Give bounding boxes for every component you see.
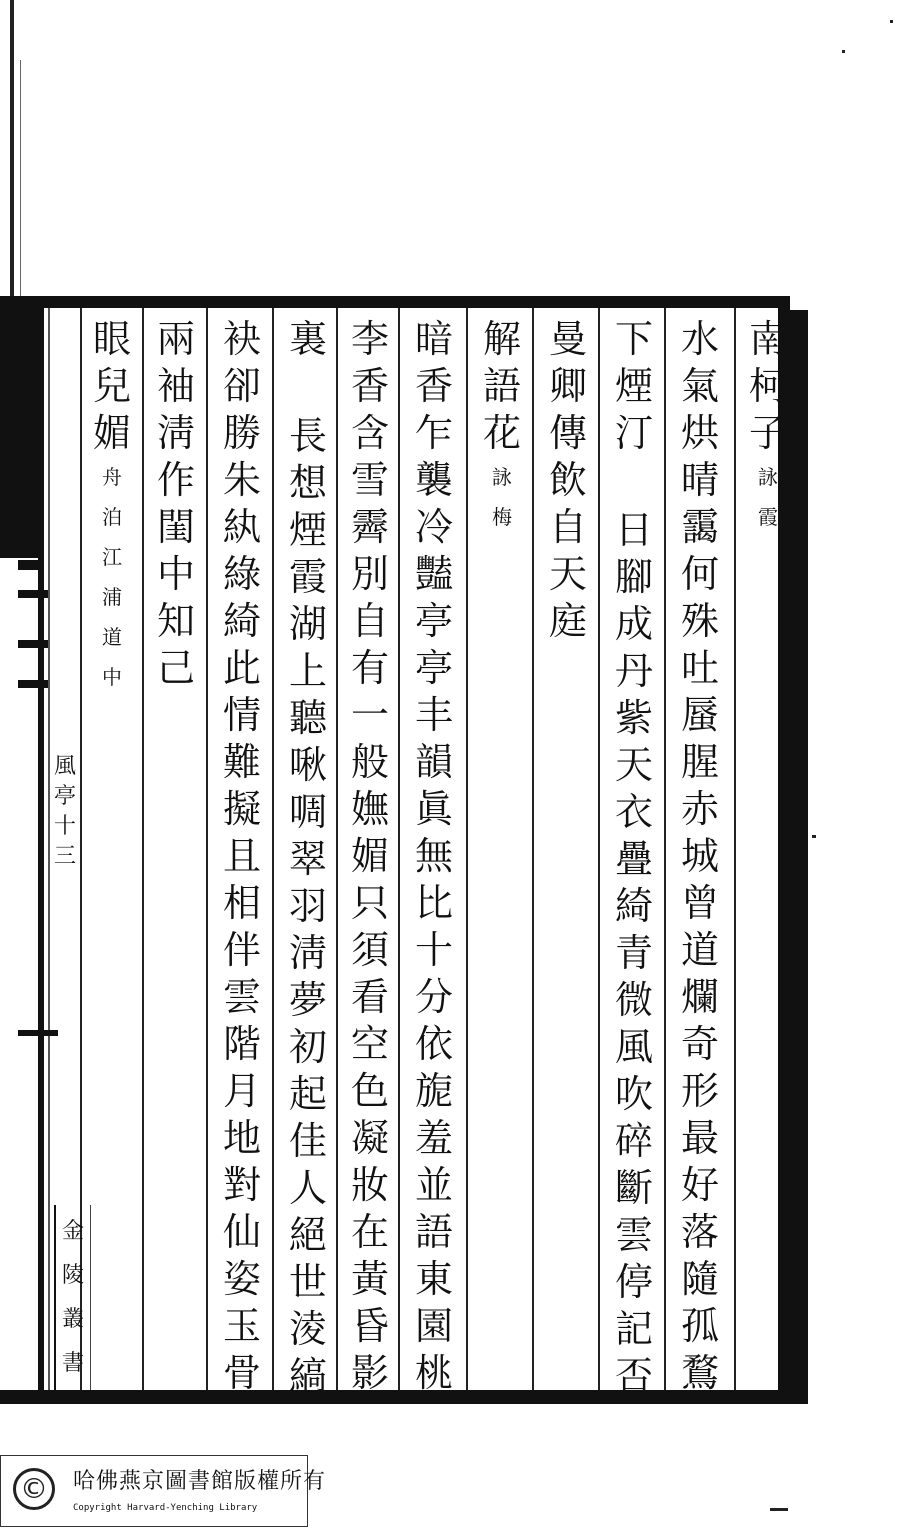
text-char: 豔 <box>414 552 453 596</box>
text-column-tune-title <box>84 316 140 697</box>
margin-char: 三 <box>53 844 76 869</box>
text-char: 裏 <box>288 317 327 361</box>
text-char: 起 <box>288 1072 327 1116</box>
text-char: 玉 <box>222 1304 261 1348</box>
text-char: 自 <box>548 505 587 549</box>
text-column <box>540 316 596 645</box>
frame-left-block <box>0 308 40 558</box>
text-char: 情 <box>222 693 261 737</box>
text-char: 般 <box>350 740 389 784</box>
text-char: 絕 <box>288 1213 327 1257</box>
text-char: 作 <box>156 458 195 502</box>
text-char: 腥 <box>680 740 719 784</box>
annotation-char: 江 <box>102 545 122 569</box>
text-char: 吐 <box>680 646 719 690</box>
text-char: 黃 <box>350 1257 389 1301</box>
text-char: 綺 <box>614 884 653 928</box>
column-rule <box>206 308 208 1390</box>
text-char: 氣 <box>680 364 719 408</box>
text-char: 天 <box>548 552 587 596</box>
text-char: 只 <box>350 881 389 925</box>
text-char: 仙 <box>222 1210 261 1254</box>
text-char: 有 <box>350 646 389 690</box>
text-char: 東 <box>414 1257 453 1301</box>
copyright-english: Copyright Harvard-Yenching Library <box>73 1503 258 1513</box>
text-column <box>342 316 398 1397</box>
fishtail-ornament <box>18 1030 58 1036</box>
text-char: 聽 <box>288 696 327 740</box>
text-column <box>214 316 270 1397</box>
text-char: 己 <box>156 646 195 690</box>
text-char: 語 <box>414 1210 453 1254</box>
text-column <box>406 316 462 1397</box>
text-char: 羞 <box>414 1116 453 1160</box>
text-char: 初 <box>288 1025 327 1069</box>
text-char: 衣 <box>614 790 653 834</box>
publisher-char: 書 <box>61 1351 84 1376</box>
text-char: 卿 <box>548 364 587 408</box>
column-rule <box>532 308 534 1390</box>
copyright-icon: © <box>13 1468 55 1510</box>
text-char: 長 <box>288 414 327 458</box>
text-char: 桃 <box>414 1351 453 1395</box>
text-char: 別 <box>350 552 389 596</box>
text-char: 紫 <box>614 696 653 740</box>
text-char: 雲 <box>614 1213 653 1257</box>
text-char: 比 <box>414 881 453 925</box>
text-char: 煙 <box>614 364 653 408</box>
text-char: 姿 <box>222 1257 261 1301</box>
text-char: 眞 <box>414 787 453 831</box>
page-edge-line <box>20 60 21 300</box>
text-char: 空 <box>350 1022 389 1066</box>
text-char: 烘 <box>680 411 719 455</box>
text-char: 難 <box>222 740 261 784</box>
text-char: 停 <box>614 1260 653 1304</box>
fishtail-ornament <box>18 680 48 688</box>
text-char: 微 <box>614 978 653 1022</box>
fishtail-ornament <box>18 640 48 648</box>
text-column-tune-title <box>474 316 530 537</box>
ink-speck <box>770 1508 788 1511</box>
ink-speck <box>812 835 816 838</box>
text-char: 對 <box>222 1163 261 1207</box>
text-char: 城 <box>680 834 719 878</box>
column-rule <box>598 308 600 1390</box>
ink-speck <box>890 20 893 23</box>
text-char: 啾 <box>288 743 327 787</box>
text-char: 伴 <box>222 928 261 972</box>
text-char: 煙 <box>288 508 327 552</box>
text-char: 地 <box>222 1116 261 1160</box>
publisher-name <box>56 1210 90 1386</box>
text-column <box>280 316 336 1400</box>
column-rule <box>734 308 736 1390</box>
text-char: 亭 <box>414 599 453 643</box>
text-char: 淸 <box>156 411 195 455</box>
text-column <box>606 316 662 1400</box>
text-char: 冷 <box>414 505 453 549</box>
text-char: 落 <box>680 1210 719 1254</box>
text-char: 啁 <box>288 790 327 834</box>
text-char: 鶩 <box>680 1351 719 1395</box>
text-char: 縞 <box>288 1354 327 1398</box>
text-char: 且 <box>222 834 261 878</box>
text-char: 隨 <box>680 1257 719 1301</box>
text-char: 水 <box>680 317 719 361</box>
text-char: 好 <box>680 1163 719 1207</box>
text-char: 丹 <box>614 649 653 693</box>
publisher-char: 叢 <box>61 1307 84 1332</box>
text-char: 乍 <box>414 411 453 455</box>
text-char: 夢 <box>288 978 327 1022</box>
page-edge-line <box>10 0 14 300</box>
text-char: 飲 <box>548 458 587 502</box>
annotation-char: 詠 <box>758 465 778 489</box>
column-rule <box>142 308 144 1390</box>
text-char: 疊 <box>614 837 653 881</box>
text-char: 蜃 <box>680 693 719 737</box>
frame-top-border <box>0 296 790 308</box>
annotation-char: 霞 <box>758 505 778 529</box>
text-char: 兩 <box>156 317 195 361</box>
text-char: 暗 <box>414 317 453 361</box>
text-char: 此 <box>222 646 261 690</box>
text-char: 語 <box>482 364 521 408</box>
text-char: 分 <box>414 975 453 1019</box>
text-char: 丰 <box>414 693 453 737</box>
text-char: 曼 <box>548 317 587 361</box>
column-rule <box>466 308 468 1390</box>
text-char: 嫵 <box>350 787 389 831</box>
text-char: 殊 <box>680 599 719 643</box>
text-char: 靄 <box>680 505 719 549</box>
frame-left-border <box>38 308 44 1390</box>
text-char: 看 <box>350 975 389 1019</box>
text-char: 霽 <box>350 505 389 549</box>
text-char: 襲 <box>414 458 453 502</box>
text-char: 下 <box>614 317 653 361</box>
text-char: 風 <box>614 1025 653 1069</box>
margin-title <box>52 752 78 872</box>
text-char: 香 <box>350 364 389 408</box>
text-char: 曾 <box>680 881 719 925</box>
publisher-box-line <box>90 1205 91 1390</box>
text-char: 李 <box>350 317 389 361</box>
text-char: 中 <box>156 552 195 596</box>
text-char: 袂 <box>222 317 261 361</box>
text-char: 解 <box>482 317 521 361</box>
column-rule <box>272 308 274 1390</box>
text-char: 羽 <box>288 884 327 928</box>
publisher-char: 金 <box>61 1219 84 1244</box>
text-char: 形 <box>680 1069 719 1113</box>
text-char: 記 <box>614 1307 653 1351</box>
text-char: 無 <box>414 834 453 878</box>
text-char: 上 <box>288 649 327 693</box>
text-char: 勝 <box>222 411 261 455</box>
margin-char: 風 <box>53 754 76 779</box>
text-char: 傳 <box>548 411 587 455</box>
text-char: 道 <box>680 928 719 972</box>
text-char: 園 <box>414 1304 453 1348</box>
text-char: 成 <box>614 602 653 646</box>
text-char: 青 <box>614 931 653 975</box>
publisher-char: 陵 <box>61 1263 84 1288</box>
text-char: 媚 <box>350 834 389 878</box>
annotation-char: 舟 <box>102 465 122 489</box>
fishtail-ornament <box>18 590 48 598</box>
text-char: 香 <box>414 364 453 408</box>
text-char: 月 <box>222 1069 261 1113</box>
margin-char: 亭 <box>53 784 76 809</box>
text-column <box>148 316 204 692</box>
text-char: 卻 <box>222 364 261 408</box>
text-char: 孤 <box>680 1304 719 1348</box>
text-char: 影 <box>350 1351 389 1395</box>
text-char: 含 <box>350 411 389 455</box>
frame-left-inner-line <box>48 308 50 1390</box>
column-rule <box>398 308 400 1390</box>
text-char: 紈 <box>222 505 261 549</box>
annotation-char: 中 <box>102 665 122 689</box>
text-column <box>672 316 728 1397</box>
text-char: 霞 <box>288 555 327 599</box>
text-char: 色 <box>350 1069 389 1113</box>
text-char: 汀 <box>614 411 653 455</box>
copyright-chinese: 哈佛燕京圖書館版權所有 <box>73 1469 327 1494</box>
text-column-tune-title <box>740 316 796 537</box>
text-char: 兒 <box>92 364 131 408</box>
text-char: 韻 <box>414 740 453 784</box>
text-char: 腳 <box>614 555 653 599</box>
annotation-char: 詠 <box>492 465 512 489</box>
column-rule <box>336 308 338 1390</box>
text-char: 爛 <box>680 975 719 1019</box>
text-char: 相 <box>222 881 261 925</box>
text-char: 斷 <box>614 1166 653 1210</box>
text-char: 淸 <box>288 931 327 975</box>
text-char: 赤 <box>680 787 719 831</box>
text-char: 媚 <box>92 411 131 455</box>
text-char: 碎 <box>614 1119 653 1163</box>
annotation-char: 泊 <box>102 505 122 529</box>
text-char: 南 <box>748 317 787 361</box>
text-char: 閨 <box>156 505 195 549</box>
text-char: 自 <box>350 599 389 643</box>
copyright-stamp <box>0 1455 327 1527</box>
text-char: 何 <box>680 552 719 596</box>
margin-char: 十 <box>53 814 76 839</box>
text-char: 天 <box>614 743 653 787</box>
annotation-char: 浦 <box>102 585 122 609</box>
text-char: 淩 <box>288 1307 327 1351</box>
text-char: 世 <box>288 1260 327 1304</box>
text-char: 最 <box>680 1116 719 1160</box>
text-char: 知 <box>156 599 195 643</box>
text-char: 朱 <box>222 458 261 502</box>
text-char: 旎 <box>414 1069 453 1113</box>
text-char: 翠 <box>288 837 327 881</box>
text-char: 庭 <box>548 599 587 643</box>
text-char: 須 <box>350 928 389 972</box>
text-char: 柯 <box>748 364 787 408</box>
ink-speck <box>842 50 845 53</box>
text-char: 骨 <box>222 1351 261 1395</box>
text-char: 妝 <box>350 1163 389 1207</box>
text-char: 雲 <box>222 975 261 1019</box>
text-char: 擬 <box>222 787 261 831</box>
column-rule <box>664 308 666 1390</box>
text-char: 人 <box>288 1166 327 1210</box>
text-char: 奇 <box>680 1022 719 1066</box>
text-char: 依 <box>414 1022 453 1066</box>
text-char: 在 <box>350 1210 389 1254</box>
text-char: 湖 <box>288 602 327 646</box>
text-char: 想 <box>288 461 327 505</box>
text-char: 綠 <box>222 552 261 596</box>
text-char: 並 <box>414 1163 453 1207</box>
text-char: 一 <box>350 693 389 737</box>
text-char: 日 <box>614 508 653 552</box>
text-char: 十 <box>414 928 453 972</box>
text-char: 綺 <box>222 599 261 643</box>
annotation-char: 道 <box>102 625 122 649</box>
annotation-char: 梅 <box>492 505 512 529</box>
text-char: 袖 <box>156 364 195 408</box>
text-char: 晴 <box>680 458 719 502</box>
text-char: 吹 <box>614 1072 653 1116</box>
text-char: 花 <box>482 411 521 455</box>
text-char: 眼 <box>92 317 131 361</box>
text-char: 亭 <box>414 646 453 690</box>
text-char: 子 <box>748 411 787 455</box>
text-char: 否 <box>614 1354 653 1398</box>
text-char: 凝 <box>350 1116 389 1160</box>
text-char: 佳 <box>288 1119 327 1163</box>
text-char: 雪 <box>350 458 389 502</box>
text-char: 階 <box>222 1022 261 1066</box>
fishtail-ornament <box>18 560 44 570</box>
text-char: 昏 <box>350 1304 389 1348</box>
